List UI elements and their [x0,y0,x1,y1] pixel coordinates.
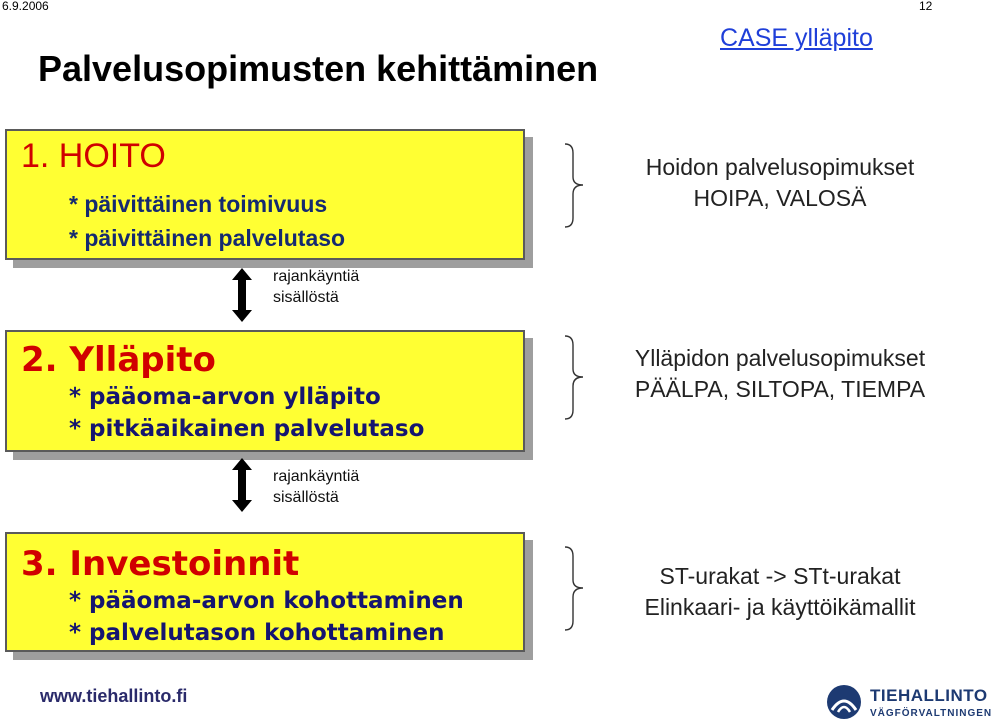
box-item: * pääoma-arvon kohottaminen [69,588,464,614]
contract-group-yllapito: Ylläpidon palvelusopimukset PÄÄLPA, SILTOPA, TIEMPA [634,345,926,402]
footer-url[interactable]: www.tiehallinto.fi [40,686,188,706]
contract-group-investoinnit: ST-urakat -> STt-urakat Elinkaari- ja käyttöikämallit [644,563,916,620]
logo-name: TIEHALLINTO [870,686,988,705]
box-heading: 3. Investoinnit [21,544,300,584]
logo-subtitle: VÄGFÖRVALTNINGEN [870,708,992,719]
box-heading: 2. Ylläpito [21,340,216,380]
contract-group-hoito: Hoidon palvelusopimukset HOIPA, VALOSÄ [645,154,915,211]
box-item: * päivittäinen toimivuus [69,191,328,217]
slide-title: Palvelusopimusten kehittäminen [38,48,599,89]
tiehallinto-logo-icon [826,684,862,720]
page-number: 12 [919,0,933,13]
box-item: * palvelutason kohottaminen [69,620,445,646]
box-item: * pitkäaikainen palvelutaso [69,416,425,442]
case-link[interactable]: CASE ylläpito [720,24,873,52]
date: 6.9.2006 [2,0,49,13]
box-item: * päivittäinen palvelutaso [69,225,346,251]
box-heading: 1. HOITO [21,137,166,175]
connector-note: rajankäyntiä sisällöstä [273,268,360,306]
box-yllapito [5,330,525,452]
brace-icon [563,335,585,420]
double-arrow-icon [232,458,252,512]
brace-icon [563,546,585,631]
box-investoinnit [5,532,525,652]
double-arrow-icon [232,268,252,322]
connector-note: rajankäyntiä sisällöstä [273,468,360,506]
box-hoito [5,129,525,260]
box-item: * pääoma-arvon ylläpito [69,384,381,410]
brace-icon [563,143,585,228]
